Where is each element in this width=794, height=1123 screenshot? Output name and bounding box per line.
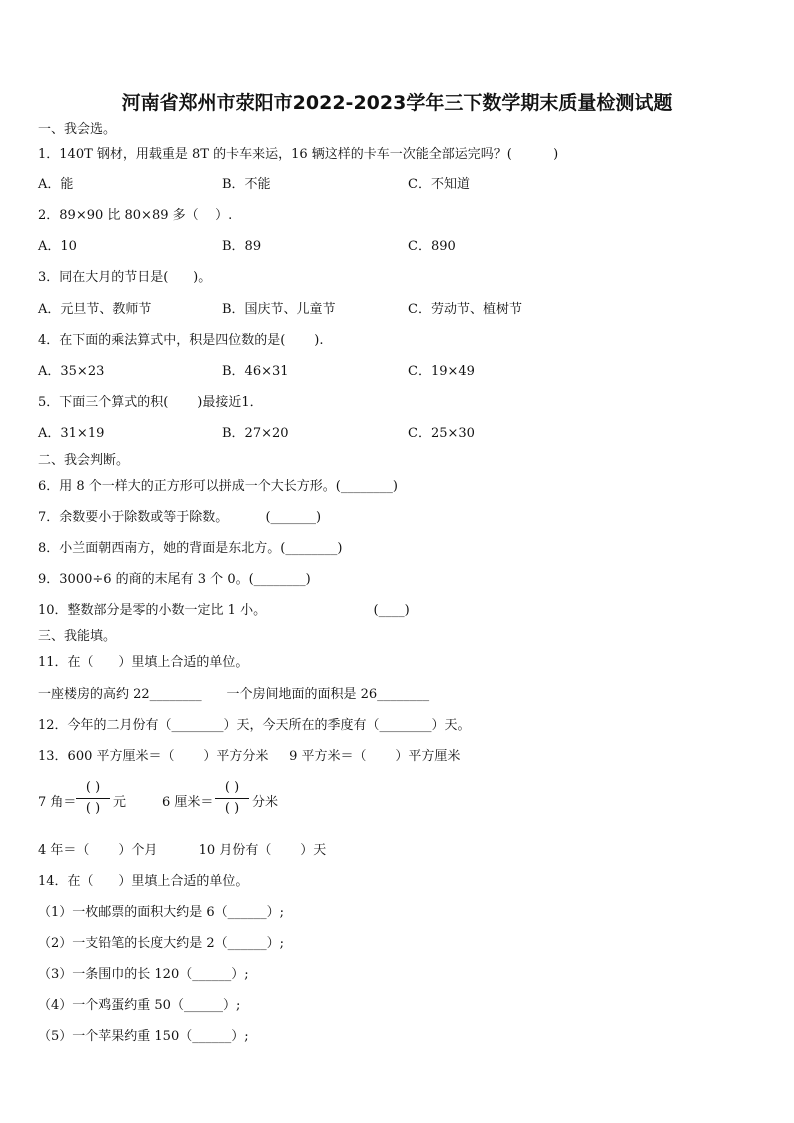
question-13-line-1: 13．600 平方厘米＝（ ）平方分米 9 平方米＝（ ）平方厘米 — [38, 749, 461, 764]
question-6: 6．用 8 个一样大的正方形可以拼成一个大长方形。(________) — [38, 479, 398, 494]
question-4: 4．在下面的乘法算式中，积是四位数的是( ). — [38, 333, 324, 348]
section-heading-1: 一、我会选。 — [38, 122, 117, 137]
question-10: 10．整数部分是零的小数一定比 1 小。 (____) — [38, 603, 410, 618]
q13-fraction-a — [76, 779, 110, 818]
q3-option-a: A．元旦节、教师节 — [38, 302, 152, 317]
question-11-line: 一座楼房的高约 22________ 一个房间地面的面积是 26________ — [38, 687, 430, 702]
question-1: 1．140T 钢材，用载重是 8T 的卡车来运，16 辆这样的卡车一次能全部运完吗？( ) — [38, 147, 559, 162]
question-11: 11．在（ ）里填上合适的单位。 — [38, 655, 249, 670]
fraction-bar — [215, 798, 249, 799]
q5-option-c: C．25×30 — [408, 426, 475, 441]
question-8: 8．小兰面朝西南方，她的背面是东北方。(________) — [38, 541, 343, 556]
section-heading-3: 三、我能填。 — [38, 629, 117, 644]
q13-frac-b-prefix: 6 厘米＝ — [162, 795, 214, 810]
q4-option-b: B．46×31 — [222, 364, 289, 379]
question-12: 12．今年的二月份有（________）天，今天所在的季度有（________）天。 — [38, 718, 471, 733]
q4-option-c: C．19×49 — [408, 364, 475, 379]
fraction-numerator: ( ) — [85, 780, 101, 795]
question-7: 7．余数要小于除数或等于除数。 (_______) — [38, 510, 322, 525]
q2-option-b: B．89 — [222, 239, 262, 254]
q1-option-c: C．不知道 — [408, 177, 470, 192]
q14-item-2: （2）一支铅笔的长度大约是 2（______）; — [38, 936, 285, 951]
section-heading-2: 二、我会判断。 — [38, 453, 130, 468]
question-14: 14．在（ ）里填上合适的单位。 — [38, 874, 249, 889]
q14-item-4: （4）一个鸡蛋约重 50（______）; — [38, 998, 241, 1013]
fraction-numerator: ( ) — [224, 780, 240, 795]
q5-option-b: B．27×20 — [222, 426, 289, 441]
q13-frac-b-suffix: 分米 — [252, 795, 279, 810]
q5-option-a: A．31×19 — [38, 426, 105, 441]
question-9: 9．3000÷6 的商的末尾有 3 个 0。(________) — [38, 572, 311, 587]
q3-option-b: B．国庆节、儿童节 — [222, 302, 336, 317]
question-13-line-3: 4 年＝（ ）个月 10 月份有（ ）天 — [38, 843, 327, 858]
q13-frac-a-prefix: 7 角＝ — [38, 795, 77, 810]
q14-item-3: （3）一条围巾的长 120（______）; — [38, 967, 249, 982]
question-3: 3．同在大月的节日是( )。 — [38, 270, 212, 285]
q1-option-b: B．不能 — [222, 177, 271, 192]
q13-frac-a-suffix: 元 — [113, 795, 127, 810]
fraction-denominator: ( ) — [224, 801, 240, 816]
q2-option-c: C．890 — [408, 239, 456, 254]
page-title: 河南省郑州市荥阳市2022-2023学年三下数学期末质量检测试题 — [121, 92, 673, 114]
question-5: 5．下面三个算式的积( )最接近1． — [38, 395, 263, 410]
q2-option-a: A．10 — [38, 239, 77, 254]
q3-option-c: C．劳动节、植树节 — [408, 302, 522, 317]
q14-item-5: （5）一个苹果约重 150（______）; — [38, 1029, 249, 1044]
q1-option-a: A．能 — [38, 177, 74, 192]
fraction-bar — [76, 798, 110, 799]
q14-item-1: （1）一枚邮票的面积大约是 6（______）; — [38, 905, 285, 920]
q13-fraction-b — [215, 779, 249, 818]
question-2: 2．89×90 比 80×89 多（ ）. — [38, 208, 233, 223]
fraction-denominator: ( ) — [85, 801, 101, 816]
q4-option-a: A．35×23 — [38, 364, 105, 379]
